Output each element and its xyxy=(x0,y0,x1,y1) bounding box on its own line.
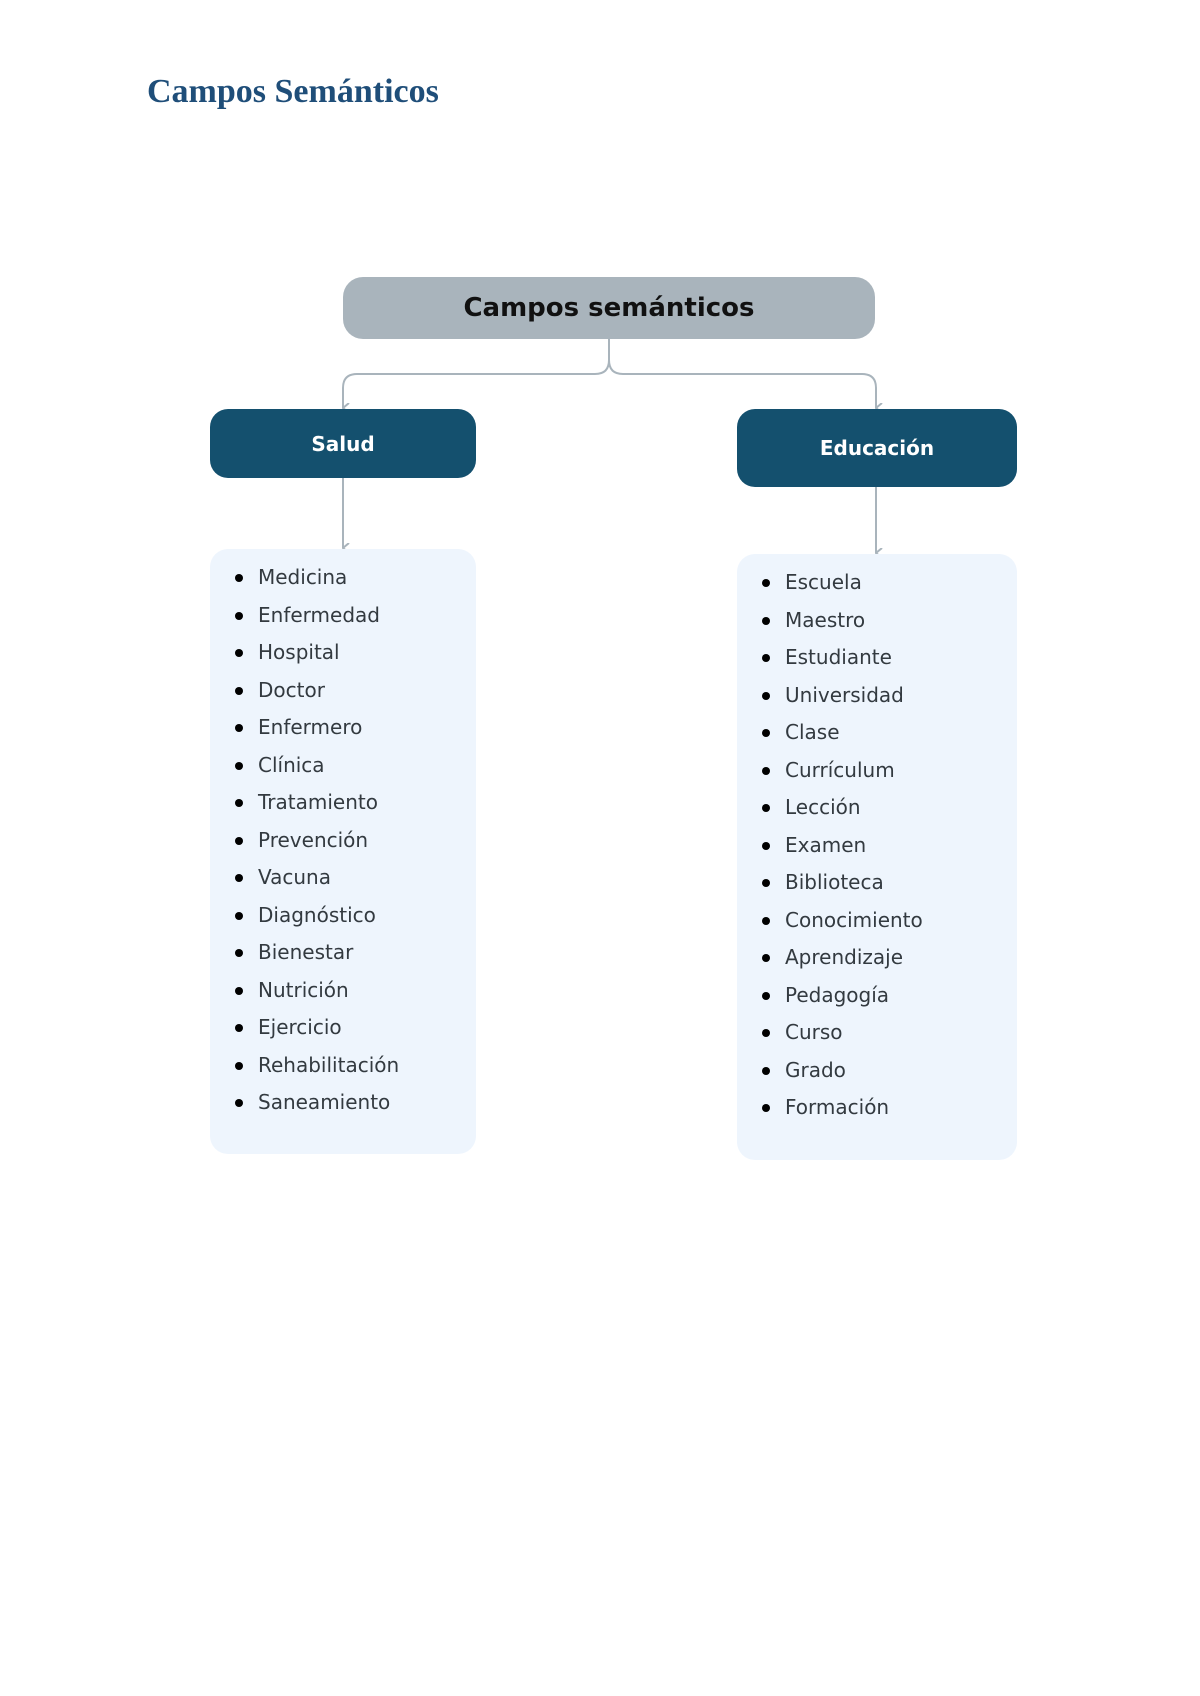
list-item-label: Curso xyxy=(785,1020,843,1044)
list-item xyxy=(737,827,1017,865)
list-item-label: Prevención xyxy=(258,827,369,852)
list-item xyxy=(737,902,1017,940)
list-item xyxy=(737,602,1017,640)
branch-node-educacion-label: Educación xyxy=(819,436,935,460)
bullet-icon xyxy=(762,1067,770,1075)
bullet-icon xyxy=(762,729,770,737)
list-item xyxy=(737,1052,1017,1090)
list-item-label: Vacuna xyxy=(258,865,331,889)
bullet-icon xyxy=(235,837,243,845)
bullet-icon xyxy=(762,1029,770,1037)
list-item xyxy=(210,859,476,897)
list-item-label: Medicina xyxy=(258,565,348,589)
list-item-label: Ejercicio xyxy=(258,1015,342,1039)
list-item-label: Tratamiento xyxy=(258,790,378,814)
bullet-icon xyxy=(762,579,770,587)
list-item xyxy=(210,747,476,785)
list-item xyxy=(210,822,476,860)
bullet-icon xyxy=(235,949,243,957)
list-item-label: Bienestar xyxy=(258,940,354,964)
bullet-icon xyxy=(235,574,243,582)
list-item-label: Biblioteca xyxy=(785,870,884,894)
branch-node-salud-label: Salud xyxy=(311,431,375,456)
bullet-icon xyxy=(235,1099,243,1107)
bullet-icon xyxy=(762,692,770,700)
bullet-icon xyxy=(235,724,243,732)
list-item xyxy=(210,1047,476,1085)
bullet-icon xyxy=(235,1024,243,1032)
root-node-label: Campos semánticos xyxy=(463,293,755,323)
list-item-label: Diagnóstico xyxy=(258,902,376,927)
document-title: Campos Semánticos xyxy=(147,73,439,110)
list-item-label: Lección xyxy=(785,795,861,819)
bullet-icon xyxy=(235,612,243,620)
list-item xyxy=(737,864,1017,902)
list-item xyxy=(737,639,1017,677)
list-item-label: Nutrición xyxy=(258,977,349,1002)
list-item xyxy=(737,564,1017,602)
bullet-icon xyxy=(762,804,770,812)
list-item xyxy=(210,934,476,972)
list-item-label: Estudiante xyxy=(785,645,892,669)
list-item xyxy=(210,709,476,747)
bullet-icon xyxy=(762,879,770,887)
list-item-label: Aprendizaje xyxy=(785,945,904,969)
list-item xyxy=(210,597,476,635)
list-item xyxy=(210,784,476,822)
bullet-icon xyxy=(762,617,770,625)
bullet-icon xyxy=(762,1104,770,1112)
root-node xyxy=(343,277,875,339)
list-item xyxy=(737,977,1017,1015)
bullet-icon xyxy=(762,954,770,962)
list-item-label: Formación xyxy=(785,1095,890,1119)
bullet-icon xyxy=(762,842,770,850)
list-item-label: Pedagogía xyxy=(785,982,890,1007)
list-item xyxy=(210,634,476,672)
list-item-label: Escuela xyxy=(785,570,862,594)
list-item xyxy=(210,972,476,1010)
root-to-educacion-connector xyxy=(609,339,876,408)
list-item-label: Grado xyxy=(785,1057,846,1082)
list-item xyxy=(737,677,1017,715)
list-item xyxy=(737,752,1017,790)
branch-node-educacion xyxy=(737,409,1017,487)
educacion-word-list xyxy=(737,554,1017,1160)
list-item-label: Rehabilitación xyxy=(258,1052,400,1077)
bullet-icon xyxy=(762,767,770,775)
branch-node-salud xyxy=(210,409,476,478)
list-item xyxy=(737,714,1017,752)
bullet-icon xyxy=(762,992,770,1000)
list-item-label: Examen xyxy=(785,832,867,857)
list-item xyxy=(210,672,476,710)
bullet-icon xyxy=(235,987,243,995)
list-item-label: Enfermero xyxy=(258,715,363,739)
list-item-label: Conocimiento xyxy=(785,907,923,932)
bullet-icon xyxy=(235,1062,243,1070)
list-item xyxy=(737,789,1017,827)
list-item xyxy=(210,897,476,935)
list-item xyxy=(737,1089,1017,1127)
bullet-icon xyxy=(235,762,243,770)
bullet-icon xyxy=(235,799,243,807)
list-item xyxy=(210,1009,476,1047)
list-item-label: Universidad xyxy=(785,682,904,707)
list-item-label: Currículum xyxy=(785,757,895,782)
list-item xyxy=(737,1014,1017,1052)
bullet-icon xyxy=(762,654,770,662)
bullet-icon xyxy=(235,912,243,920)
list-item xyxy=(210,559,476,597)
salud-word-list xyxy=(210,549,476,1154)
list-item xyxy=(737,939,1017,977)
bullet-icon xyxy=(235,874,243,882)
list-item-label: Hospital xyxy=(258,640,340,664)
list-item-label: Saneamiento xyxy=(258,1090,391,1114)
list-item-label: Clase xyxy=(785,720,840,744)
list-item xyxy=(210,1084,476,1122)
list-item-label: Maestro xyxy=(785,607,866,632)
root-to-salud-connector xyxy=(343,339,609,408)
bullet-icon xyxy=(762,917,770,925)
bullet-icon xyxy=(235,649,243,657)
list-item-label: Clínica xyxy=(258,752,325,777)
bullet-icon xyxy=(235,687,243,695)
list-item-label: Enfermedad xyxy=(258,602,380,627)
list-item-label: Doctor xyxy=(258,677,325,702)
